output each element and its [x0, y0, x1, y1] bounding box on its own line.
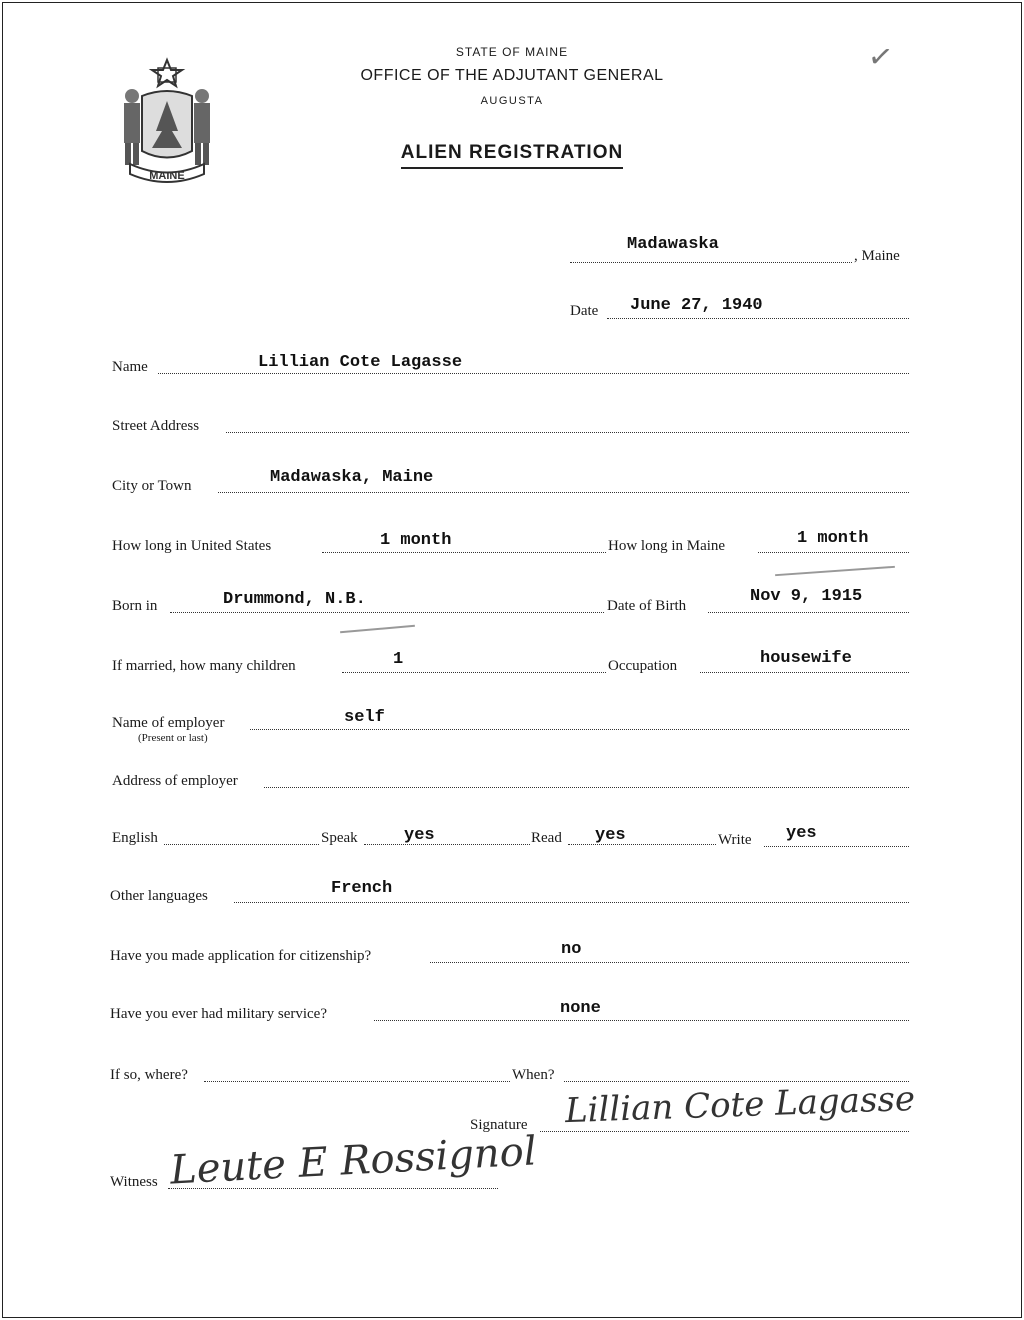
street-label: Street Address	[112, 418, 200, 434]
where-label: If so, where?	[110, 1067, 188, 1083]
citizenship-value[interactable]: no	[561, 940, 582, 959]
military-label: Have you ever had military service?	[110, 1006, 327, 1022]
employer-value[interactable]: self	[344, 708, 385, 727]
city-label: City or Town	[112, 478, 192, 494]
employer-sublabel: (Present or last)	[138, 732, 208, 744]
write-line	[764, 846, 909, 847]
date-line	[607, 318, 909, 319]
place-value[interactable]: Madawaska	[627, 235, 719, 254]
occupation-line	[700, 672, 909, 673]
header-city: AUGUSTA	[480, 95, 544, 107]
read-line	[568, 844, 716, 845]
how-long-maine-label: How long in Maine	[608, 538, 726, 554]
city-value[interactable]: Madawaska, Maine	[270, 468, 434, 487]
children-value[interactable]: 1	[393, 650, 404, 669]
military-line	[374, 1020, 909, 1021]
how-long-us-label: How long in United States	[112, 538, 272, 554]
born-in-line	[170, 612, 604, 613]
citizenship-line	[430, 962, 909, 963]
date-label: Date	[570, 303, 599, 319]
dob-label: Date of Birth	[607, 598, 687, 614]
military-value[interactable]: none	[560, 999, 601, 1018]
where-line[interactable]	[204, 1081, 510, 1082]
employer-label: Name of employer	[112, 715, 225, 731]
other-languages-label: Other languages	[110, 888, 208, 904]
occupation-value[interactable]: housewife	[760, 649, 852, 668]
place-suffix: , Maine	[854, 248, 900, 264]
citizenship-label: Have you made application for citizenship?	[110, 948, 372, 964]
write-label: Write	[718, 832, 752, 848]
speak-label: Speak	[321, 830, 358, 846]
other-languages-value[interactable]: French	[331, 879, 393, 898]
other-languages-line	[234, 902, 909, 903]
read-value[interactable]: yes	[595, 826, 626, 845]
how-long-us-line	[322, 552, 606, 553]
born-in-value[interactable]: Drummond, N.B.	[223, 590, 366, 609]
name-line	[158, 373, 909, 374]
header-state: STATE OF MAINE	[455, 45, 569, 59]
signature-value[interactable]: Lillian Cote Lagasse	[564, 1078, 916, 1132]
dob-value[interactable]: Nov 9, 1915	[750, 587, 863, 606]
signature-label: Signature	[470, 1117, 528, 1133]
how-long-us-value[interactable]: 1 month	[380, 531, 452, 550]
children-label: If married, how many children	[112, 658, 296, 674]
when-label: When?	[512, 1067, 555, 1083]
write-value[interactable]: yes	[786, 824, 817, 843]
how-long-maine-value[interactable]: 1 month	[797, 529, 869, 548]
date-value[interactable]: June 27, 1940	[630, 296, 763, 315]
english-line	[164, 844, 319, 845]
occupation-label: Occupation	[608, 658, 678, 674]
header-office: OFFICE OF THE ADJUTANT GENERAL	[360, 67, 664, 84]
english-label: English	[112, 830, 158, 846]
street-line[interactable]	[226, 432, 909, 433]
witness-label: Witness	[110, 1174, 158, 1190]
born-in-label: Born in	[112, 598, 158, 614]
dob-line	[708, 612, 909, 613]
checkmark-icon: ✓	[865, 38, 896, 77]
place-line	[570, 262, 852, 263]
read-label: Read	[531, 830, 562, 846]
employer-address-line[interactable]	[264, 787, 909, 788]
signature-line	[540, 1131, 909, 1132]
form-title: ALIEN REGISTRATION	[0, 142, 1024, 169]
witness-signature[interactable]: Leute E Rossignol	[169, 1128, 538, 1194]
children-line	[342, 672, 606, 673]
employer-line	[250, 729, 909, 730]
name-value[interactable]: Lillian Cote Lagasse	[258, 353, 463, 372]
employer-address-label: Address of employer	[112, 773, 238, 789]
speak-line	[364, 844, 530, 845]
city-line	[218, 492, 909, 493]
how-long-maine-line	[758, 552, 909, 553]
seal-banner-text: MAINE	[149, 170, 185, 182]
speak-value[interactable]: yes	[404, 826, 435, 845]
name-label: Name	[112, 359, 148, 375]
